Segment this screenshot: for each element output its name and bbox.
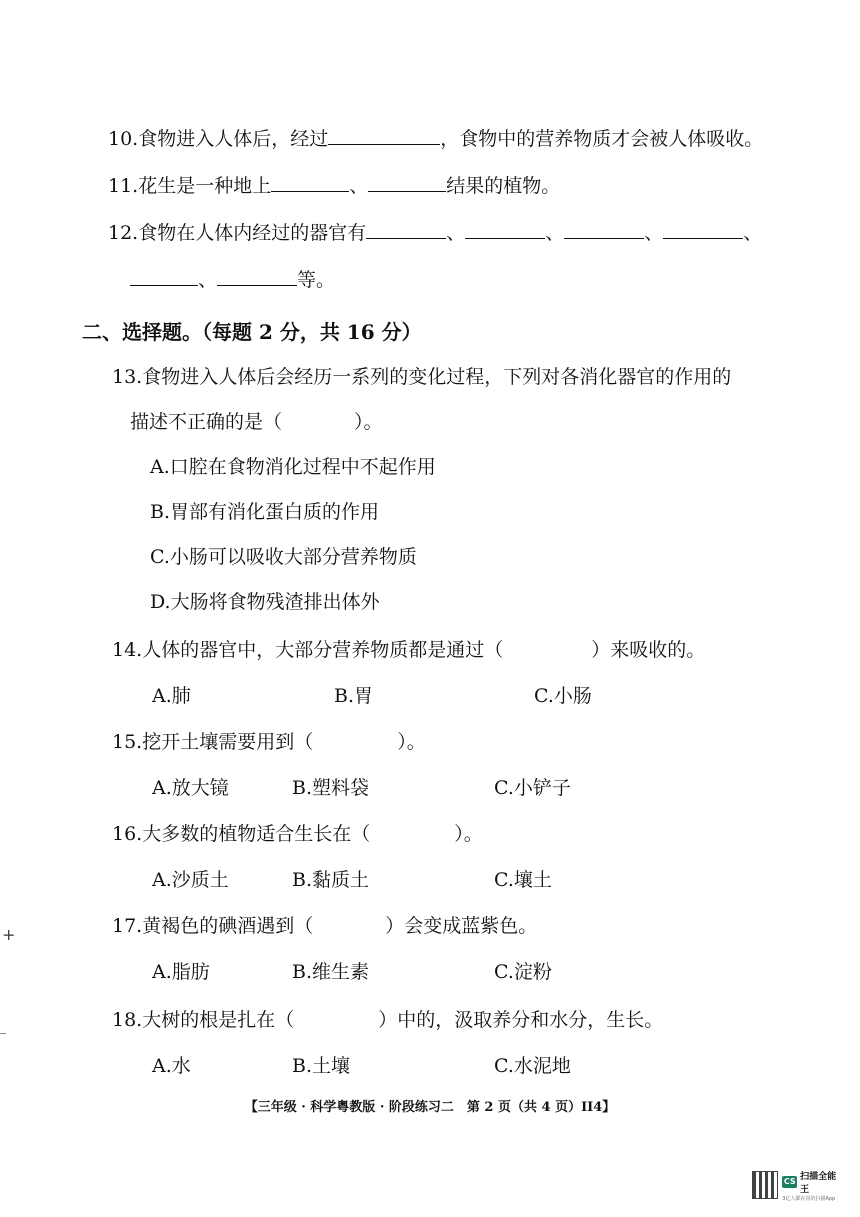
- answer-blank[interactable]: [368, 171, 446, 192]
- option: C.水泥地: [494, 1055, 571, 1077]
- answer-blank[interactable]: [366, 218, 446, 239]
- option: D.大肠将食物残渣排出体外: [150, 591, 380, 613]
- question-13: 13.食物进入人体后会经历一系列的变化过程，下列对各消化器官的作用的: [112, 366, 732, 388]
- option: C.小肠可以吸收大部分营养物质: [150, 546, 417, 568]
- option: B.黏质土: [292, 869, 370, 891]
- option: A.放大镜: [152, 777, 229, 799]
- option: B.胃部有消化蛋白质的作用: [150, 501, 380, 523]
- question-18: 18.大树的根是扎在（ ）中的，汲取养分和水分，生长。: [112, 1009, 664, 1031]
- question-12: 12.食物在人体内经过的器官有 、 、 、 、: [108, 218, 762, 245]
- question-12-continued: 、 等。: [130, 265, 335, 292]
- answer-blank[interactable]: [663, 218, 743, 239]
- answer-blank[interactable]: [271, 171, 349, 192]
- scanner-tagline: 3亿人都在用的扫描App: [782, 1195, 836, 1202]
- option: A.沙质土: [152, 869, 229, 891]
- scanner-watermark: [752, 1168, 842, 1202]
- section-heading: 二、选择题。（每题 2 分，共 16 分）: [82, 320, 422, 344]
- option: C.淀粉: [494, 961, 552, 983]
- scanner-app-name: 扫描全能王: [800, 1171, 837, 1195]
- option: A.脂肪: [152, 961, 210, 983]
- answer-blank[interactable]: [328, 124, 440, 145]
- margin-mark: +: [2, 925, 16, 944]
- option: C.壤土: [494, 869, 552, 891]
- margin-dash: [0, 1033, 6, 1034]
- option: A.口腔在食物消化过程中不起作用: [150, 456, 436, 478]
- question-13-line2: 描述不正确的是（ ）。: [130, 411, 383, 433]
- option: C.小铲子: [494, 777, 571, 799]
- question-14: 14.人体的器官中，大部分营养物质都是通过（ ）来吸收的。: [112, 639, 706, 661]
- answer-blank[interactable]: [217, 265, 297, 286]
- option: C.小肠: [534, 685, 592, 707]
- option: A.水: [152, 1055, 191, 1077]
- option: B.维生素: [292, 961, 370, 983]
- question-17: 17.黄褐色的碘酒遇到（ ）会变成蓝紫色。: [112, 915, 538, 937]
- page-footer: 【三年级 · 科学粤教版 · 阶段练习二 第 2 页（共 4 页）II4】: [244, 1100, 616, 1115]
- question-11: 11.花生是一种地上 、 结果的植物。: [108, 171, 560, 198]
- camscanner-logo-icon: CS: [783, 1176, 796, 1186]
- question-16: 16.大多数的植物适合生长在（ ）。: [112, 823, 483, 845]
- answer-blank[interactable]: [130, 265, 198, 286]
- option: B.土壤: [292, 1055, 351, 1077]
- option: A.肺: [152, 685, 191, 707]
- answer-blank[interactable]: [564, 218, 644, 239]
- qr-code-icon: [752, 1171, 778, 1199]
- question-15: 15.挖开土壤需要用到（ ）。: [112, 731, 426, 753]
- option: B.塑料袋: [292, 777, 370, 799]
- answer-blank[interactable]: [465, 218, 545, 239]
- option: B.胃: [334, 685, 374, 707]
- question-10: 10.食物进入人体后，经过 ，食物中的营养物质才会被人体吸收。: [108, 124, 763, 151]
